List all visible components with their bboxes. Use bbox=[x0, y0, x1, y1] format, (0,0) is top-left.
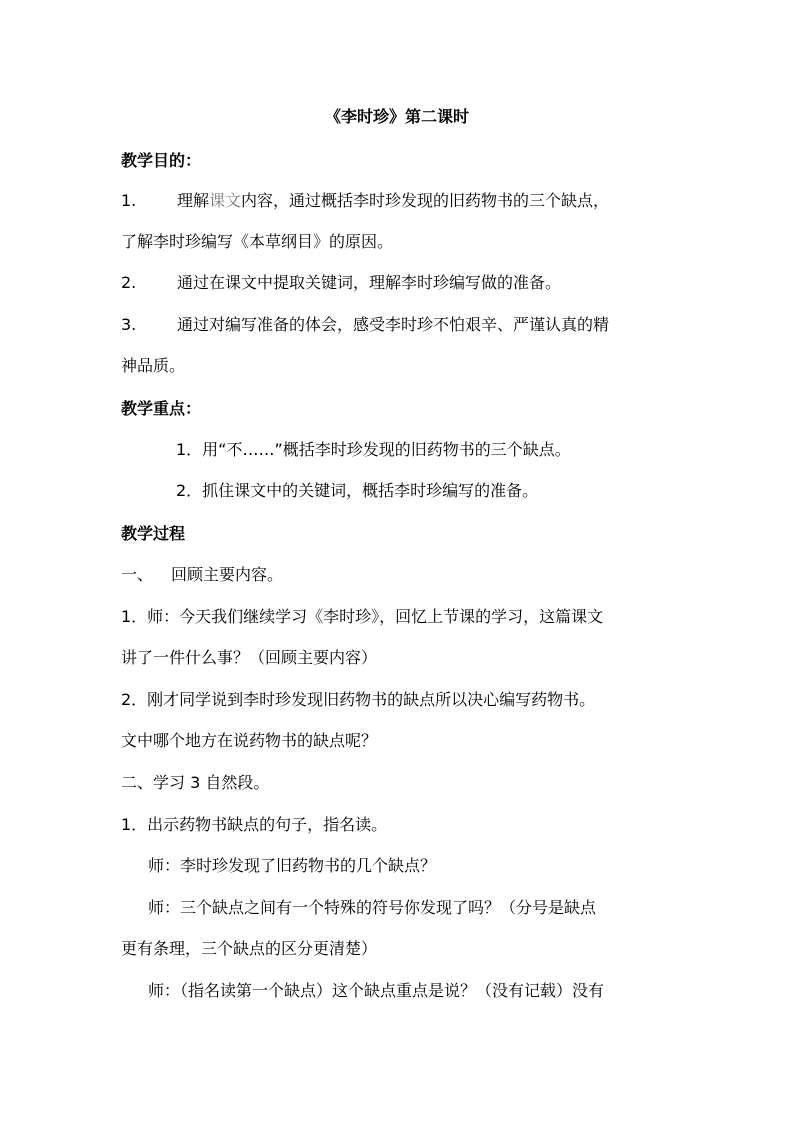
key-point-2: 2．抓住课文中的关键词，概括李时珍编写的准备。 bbox=[176, 481, 539, 500]
objective-1-text-pre: 理解 bbox=[177, 191, 210, 210]
page-title: 《李时珍》第二课时 bbox=[324, 107, 469, 126]
paragraph-5: 师：三个缺点之间有一个特殊的符号你发现了吗？（分号是缺点 bbox=[148, 898, 597, 917]
process-heading: 教学过程 bbox=[121, 524, 186, 543]
paragraph-1-continuation: 讲了一件什么事？（回顾主要内容） bbox=[121, 648, 378, 667]
paragraph-6: 师：（指名读第一个缺点）这个缺点重点是说？（没有记载）没有 bbox=[148, 981, 605, 1000]
key-points-heading: 教学重点： bbox=[121, 399, 202, 418]
objective-3-continuation: 神品质。 bbox=[121, 356, 186, 375]
paragraph-4: 师：李时珍发现了旧药物书的几个缺点？ bbox=[148, 856, 437, 875]
section-2: 二、学习 3 自然段。 bbox=[121, 773, 270, 792]
objective-2 bbox=[121, 272, 794, 294]
objective-1-text-post: 内容，通过概括李时珍发现的旧药物书的三个缺点， bbox=[241, 191, 610, 210]
section-1 bbox=[121, 564, 794, 586]
objective-2-number: 2. bbox=[121, 273, 137, 292]
objective-2-text: 通过在课文中提取关键词，理解李时珍编写做的准备。 bbox=[177, 273, 562, 292]
objective-1-continuation: 了解李时珍编写《本草纲目》的原因。 bbox=[121, 232, 394, 251]
paragraph-3: 1．出示药物书缺点的句子，指名读。 bbox=[121, 815, 388, 834]
objective-3-text: 通过对编写准备的体会，感受李时珍不怕艰辛、严谨认真的精 bbox=[177, 315, 610, 334]
paragraph-2: 2．刚才同学说到李时珍发现旧药物书的缺点所以决心编写药物书。 bbox=[121, 690, 596, 709]
section-1-text: 回顾主要内容。 bbox=[171, 565, 284, 584]
paragraph-5-continuation: 更有条理，三个缺点的区分更清楚） bbox=[121, 939, 378, 958]
paragraph-2-continuation: 文中哪个地方在说药物书的缺点呢？ bbox=[121, 731, 378, 750]
key-point-1: 1．用“不……”概括李时珍发现的旧药物书的三个缺点。 bbox=[176, 440, 571, 459]
objective-1-highlight: 课文 bbox=[209, 191, 242, 210]
objective-1 bbox=[121, 190, 794, 212]
objective-1-number: 1. bbox=[121, 191, 137, 210]
objective-3 bbox=[121, 314, 794, 336]
paragraph-1: 1．师：今天我们继续学习《李时珍》，回忆上节课的学习，这篇课文 bbox=[121, 607, 604, 626]
objectives-heading: 教学目的： bbox=[121, 151, 202, 170]
objective-3-number: 3. bbox=[121, 315, 137, 334]
section-1-number: 一、 bbox=[121, 565, 154, 584]
